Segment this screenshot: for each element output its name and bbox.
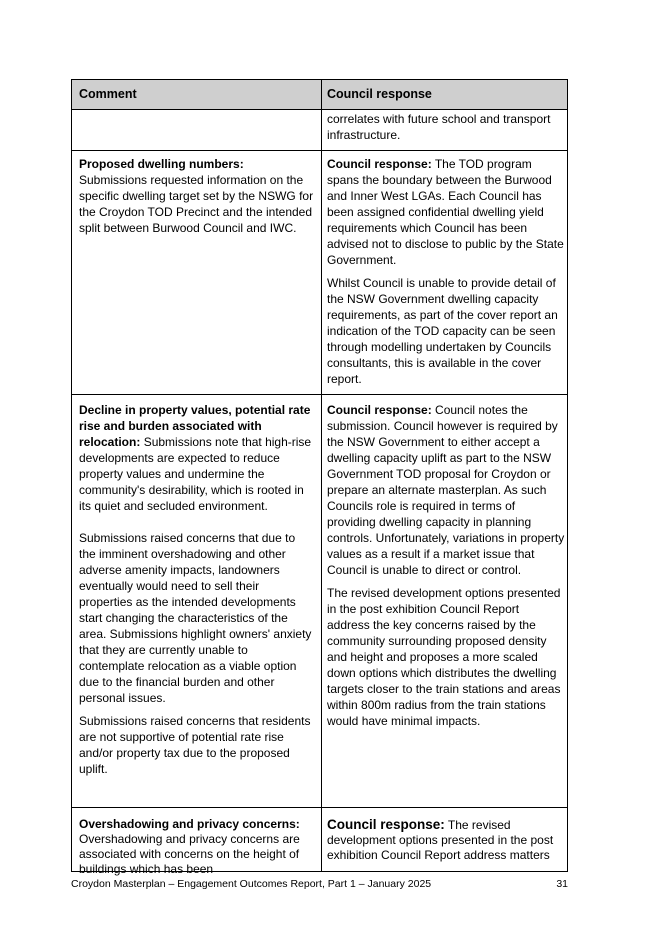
row1-comment (79, 156, 315, 236)
row2-comment-p1: Submissions note that high-rise developments are expected to reduce property values and undermine the community's desirability, which is rooted in its quiet and secluded environment. (79, 435, 312, 513)
row-divider (72, 807, 567, 808)
row1-response-p1: The TOD program spans the boundary between the Burwood and Inner West LGAs. Each Council has been assigned confidential dwelling yield requirements which Council has been advised not to disclose to public by the State Government. (327, 157, 564, 267)
row-divider (72, 394, 567, 395)
table-header (72, 80, 567, 110)
header-comment: Comment (79, 87, 137, 101)
comments-table (71, 79, 568, 876)
row2-response-p2: The revised development options presented in the post exhibition Council Report address the key concerns raised by the community surrounding proposed density and height and proposes a more scaled down options which distributes the dwelling targets closer to the train stations and areas within 800m radius from the train stations would have minimal impacts. (327, 586, 561, 728)
page-footer (71, 878, 568, 890)
row3-comment-title: Overshadowing and privacy concerns: (79, 817, 300, 831)
row2-comment-title: Decline in property values, potential rate rise and burden associated with relocation: (79, 403, 311, 449)
row3-response-label: Council response: (327, 817, 445, 832)
row2-response-p1: Council notes the submission. Council however is required by the NSW Government to either accept a dwelling capacity uplift as part to the NSW Government TOD proposal for Croydon or prepare an alternate masterplan. As such Councils role is required in terms of providing dwelling capacity in planning controls. Unfortunately, variations in property values as a result if a market issue that Council is unable to direct or control. (327, 403, 565, 577)
row2-comment (79, 402, 315, 777)
row2-comment-p2: Submissions raised concerns that due to the imminent overshadowing and other adverse amenity impacts, landowners eventually would need to sell their properties as the intended developments start changing the characteristics of the area. Submissions highlight owners' anxiety that they are currently unable to contemplate relocation as a viable option due to the financial burden and other personal issues. (79, 531, 312, 705)
header-council-response: Council response (327, 87, 432, 101)
row-divider (72, 150, 567, 151)
row0-response: correlates with future school and transport infrastructure. (327, 112, 551, 142)
row2-comment-p3: Submissions raised concerns that residents are not supportive of potential rate rise and/or property tax due to the proposed uplift. (79, 714, 311, 776)
row3-comment-body: Overshadowing and privacy concerns are associated with concerns on the height of buildings which has been (79, 832, 300, 876)
row1-response (327, 156, 565, 387)
row3-comment (79, 817, 315, 877)
row3-response-body: The revised development options presented in the post exhibition Council Report address matters (327, 818, 554, 862)
row2-response-label: Council response: (327, 403, 432, 417)
column-divider (321, 80, 322, 871)
row1-comment-body: Submissions requested information on the specific dwelling target set by the NSWG for the Croydon TOD Precinct and the intended split between Burwood Council and IWC. (79, 173, 314, 235)
page-number: 31 (556, 878, 568, 890)
row1-comment-title: Proposed dwelling numbers: (79, 157, 244, 171)
footer-text: Croydon Masterplan – Engagement Outcomes Report, Part 1 – January 2025 (71, 878, 432, 890)
row1-response-p2: Whilst Council is unable to provide detail of the NSW Government dwelling capacity requirements, as part of the cover report an indication of the TOD capacity can be seen through modelling undertaken by Councils consultants, this is available in the cover report. (327, 276, 558, 386)
row3-response (327, 817, 565, 863)
row2-response (327, 402, 565, 729)
row1-response-label: Council response: (327, 157, 432, 171)
